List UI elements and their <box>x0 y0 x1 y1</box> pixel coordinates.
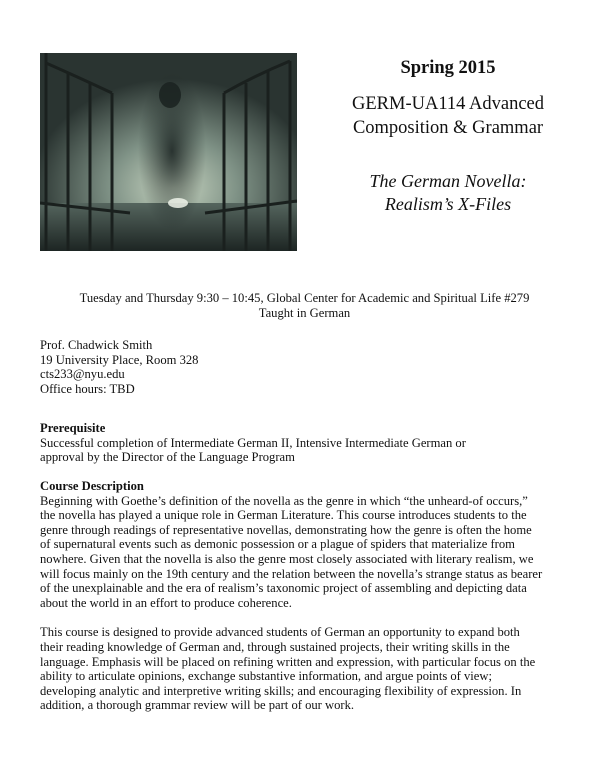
schedule <box>0 291 609 320</box>
course-description-section <box>40 479 585 713</box>
description-line: nowhere. Given that the novella is also the genre most closely associated with literary realism, we <box>40 551 534 566</box>
prerequisite-section <box>40 421 585 465</box>
description-line: the novella has played a unique role in German Literature. This course introduces students to the <box>40 508 527 523</box>
prerequisite-text <box>40 436 585 465</box>
header-photo <box>40 53 297 251</box>
instructor-email: cts233@nyu.edu <box>40 367 125 382</box>
description-line: Beginning with Goethe’s definition of the novella as the genre in which “the unheard-of occurs,” <box>40 493 528 508</box>
instructor-office-hours: Office hours: TBD <box>40 381 135 396</box>
description-line: genre through readings of representative novellas, demonstrating how the genre is often the home <box>40 522 532 537</box>
description-paragraph-1 <box>40 494 585 611</box>
term-heading: Spring 2015 <box>400 58 496 78</box>
description-line: language. Emphasis will be placed on refining written and expression, with particular focus on the <box>40 654 536 669</box>
description-line: will focus mainly on the 19th century and the relation between the novella’s strange status as bearer <box>40 566 543 581</box>
instructor-info <box>40 338 198 396</box>
course-title-line-1: GERM-UA114 Advanced <box>352 94 544 114</box>
description-line: ability to articulate opinions, exchange substantive information, and argue points of view; <box>40 669 492 684</box>
instructor-name: Prof. Chadwick Smith <box>40 338 153 352</box>
description-line: their reading knowledge of German and, through sustained projects, their writing skills in the <box>40 639 510 654</box>
description-line: developing analytic and interpretive writing skills; and encouraging flexibility of expression. In <box>40 683 522 698</box>
prerequisite-line: Successful completion of Intermediate German II, Intensive Intermediate German or <box>40 435 466 450</box>
course-subtitle-line-2: Realism’s X-Files <box>384 194 512 214</box>
schedule-time-location: Tuesday and Thursday 9:30 – 10:45, Global Center for Academic and Spiritual Life #279 <box>79 291 530 305</box>
description-line: about the world in an effort to produce coherence. <box>40 595 292 610</box>
description-line: addition, a thorough grammar review will be part of our work. <box>40 698 355 713</box>
course-subtitle <box>318 170 578 216</box>
course-description-heading: Course Description <box>40 479 144 493</box>
description-line: This course is designed to provide advanced students of German an opportunity to expand both <box>40 625 520 640</box>
course-title-line-2: Composition & Grammar <box>352 118 544 138</box>
description-paragraph-2 <box>40 625 585 713</box>
course-title <box>318 92 578 140</box>
description-line: of the unexplainable and the era of realism’s taxonomic project of assembling and depicting data <box>40 581 527 596</box>
description-line: of supernatural events such as demonic possession or a plague of spiders that materialize from <box>40 537 515 552</box>
course-subtitle-line-1: The German Novella: <box>369 171 527 191</box>
instructor-office: 19 University Place, Room 328 <box>40 352 199 367</box>
prerequisite-heading: Prerequisite <box>40 421 106 435</box>
schedule-language: Taught in German <box>258 305 351 320</box>
prerequisite-line: approval by the Director of the Language Program <box>40 450 295 465</box>
